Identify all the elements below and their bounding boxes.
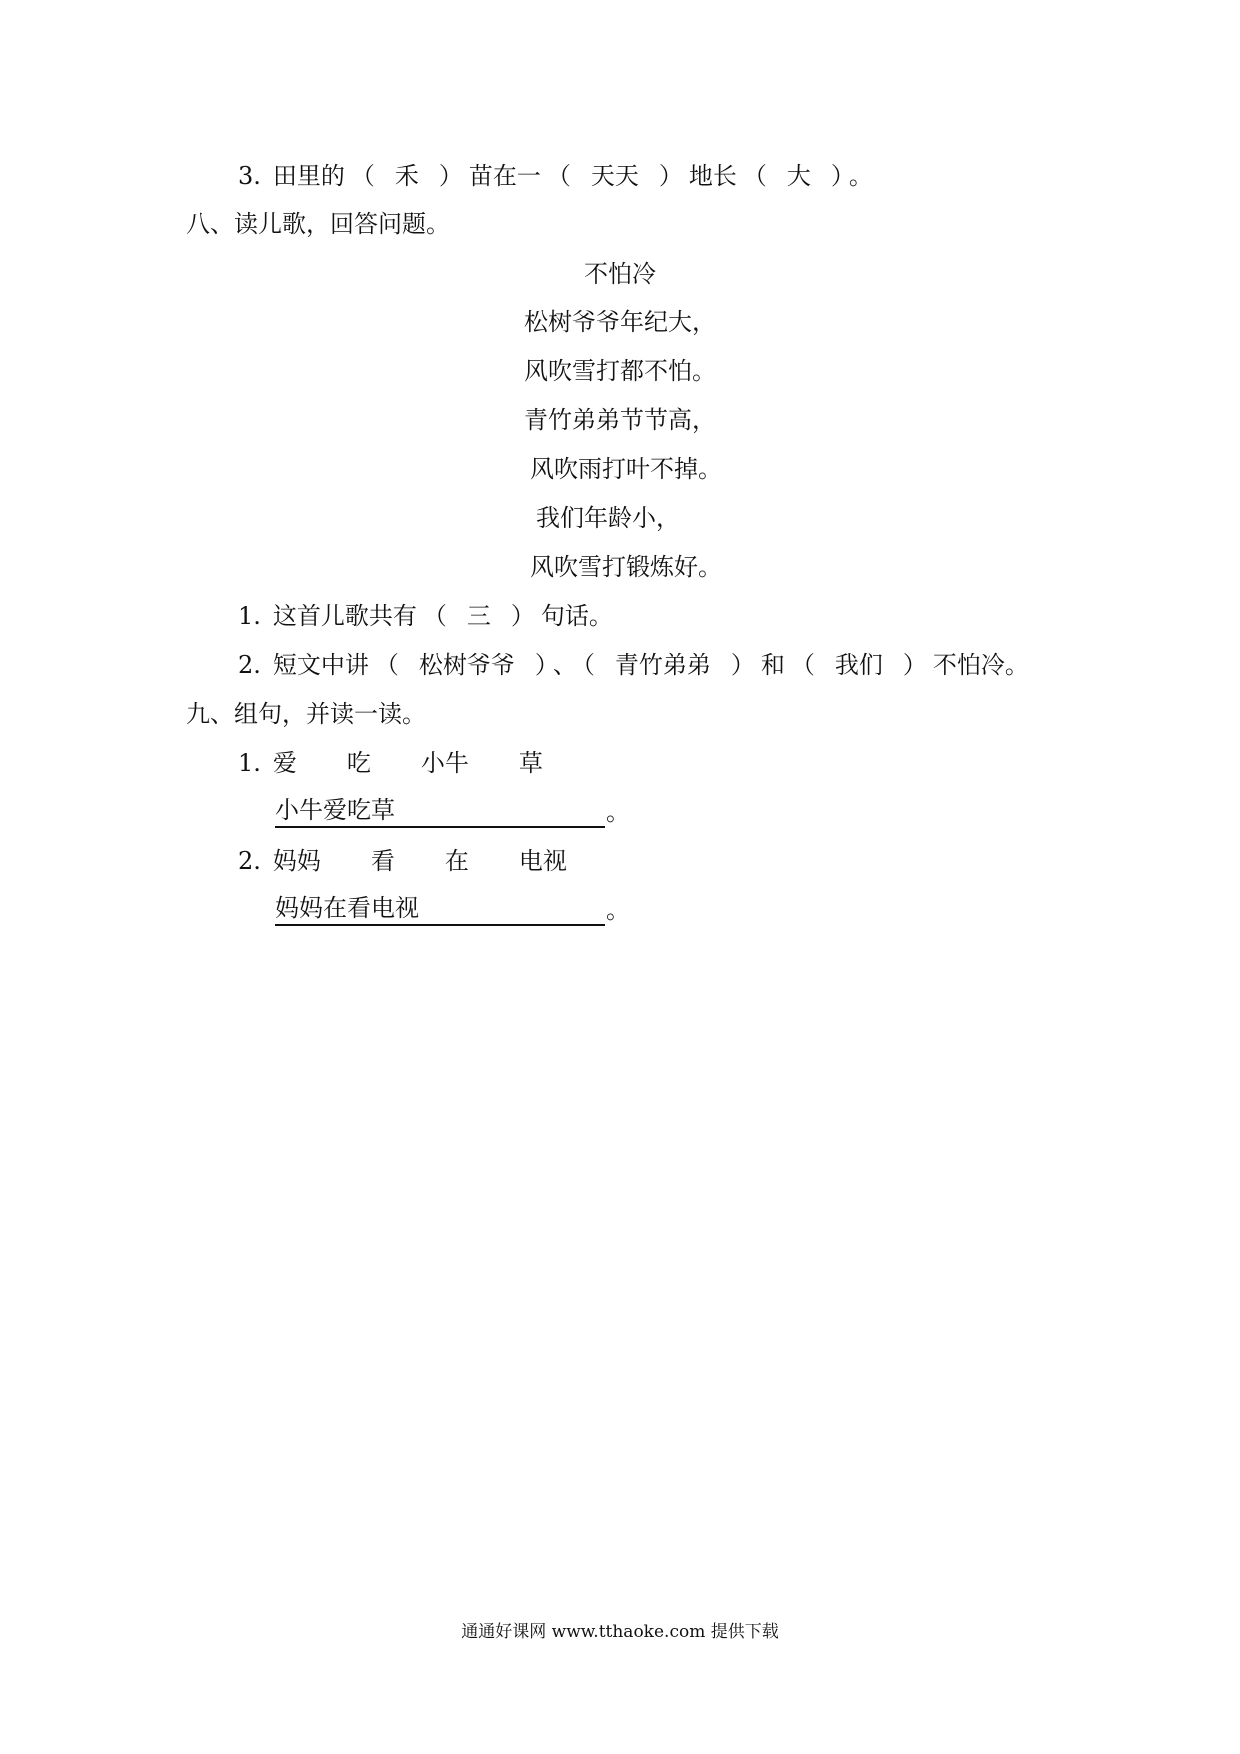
question-text: 地长 [688, 162, 737, 190]
question-text: 句话。 [540, 602, 613, 630]
poem-line: 风吹雪打锻炼好。 [530, 553, 722, 581]
answer-blank: 三 [466, 602, 491, 630]
poem-line: 风吹雪打都不怕。 [524, 357, 716, 385]
page-footer: 通通好课网 www.tthaoke.com 提供下载 [461, 1622, 779, 1642]
section-8-title: 八、读儿歌，回答问题。 [186, 210, 450, 238]
poem-line: 风吹雨打叶不掉。 [530, 455, 722, 483]
answer-blank: 我们 [834, 651, 883, 679]
question-text: 和 [760, 651, 785, 679]
section-8-question-2: 2. 短文中讲 （ 松树爷爷 ） 、 （ 青竹弟弟 ） 和 （ 我们 ） 不怕冷。 [238, 651, 1029, 679]
question-text: 这首儿歌共有 [272, 602, 417, 630]
question-number: 1. [238, 749, 261, 777]
answer-period: 。 [606, 798, 630, 826]
word-tile: 电视 [518, 847, 567, 875]
answer-blank: 松树爷爷 [418, 651, 515, 679]
word-tile: 爱 [272, 749, 297, 777]
answer-line: 妈妈在看电视 [275, 892, 605, 926]
poem-line: 青竹弟弟节节高， [524, 406, 716, 434]
question-text: 短文中讲 [272, 651, 369, 679]
word-tile: 吃 [346, 749, 371, 777]
question-text: 不怕冷。 [932, 651, 1029, 679]
answer-blank: 禾 [394, 162, 419, 190]
answer-blank: 大 [786, 162, 811, 190]
question-text: 、 [552, 651, 577, 679]
section-9-item-2-words [238, 845, 617, 877]
poem-line: 松树爷爷年纪大， [524, 308, 716, 336]
word-tile: 草 [518, 749, 543, 777]
section-8-question-1: 1. 这首儿歌共有 （ 三 ） 句话。 [238, 602, 613, 630]
word-tile: 小牛 [420, 749, 469, 777]
answer-period: 。 [606, 896, 630, 924]
word-tile: 在 [444, 847, 469, 875]
word-tile: 妈妈 [272, 847, 321, 875]
answer-line: 小牛爱吃草 [275, 794, 605, 828]
question-number: 1. [238, 602, 261, 630]
section-9-title: 九、组句，并读一读。 [186, 700, 426, 728]
question-number: 2. [238, 847, 261, 875]
question-3: 3. 田里的 （ 禾 ） 苗在一 （ 天天 ） 地长 （ 大 ） 。 [238, 162, 873, 190]
word-tile: 看 [370, 847, 395, 875]
answer-blank: 天天 [590, 162, 639, 190]
question-text: 苗在一 [468, 162, 541, 190]
section-9-item-1-words [238, 747, 593, 779]
poem-title: 不怕冷 [584, 260, 656, 288]
poem-line: 我们年龄小， [536, 504, 680, 532]
question-text: 。 [848, 162, 873, 190]
question-number: 2. [238, 651, 261, 679]
answer-blank: 青竹弟弟 [614, 651, 711, 679]
question-text: 田里的 [272, 162, 345, 190]
question-number: 3. [238, 162, 261, 190]
